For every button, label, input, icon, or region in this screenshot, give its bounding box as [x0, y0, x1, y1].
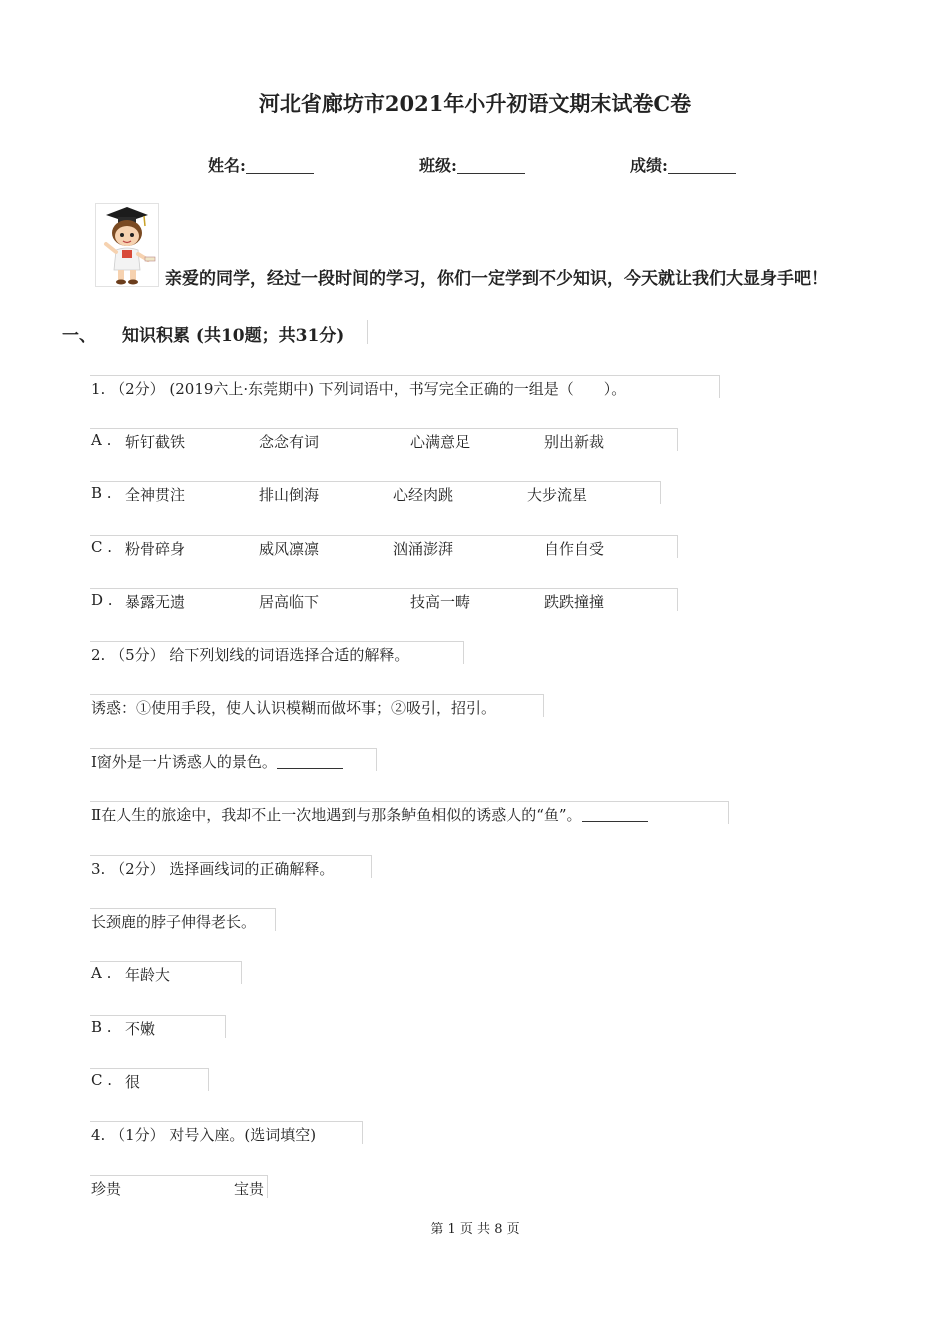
q4-word-option: 珍贵 [91, 1180, 122, 1198]
q2-item2-answer-blank[interactable] [582, 807, 648, 822]
q1-option-c-word: 自作自受 [544, 540, 605, 558]
q1-option-a-word: 心满意足 [410, 433, 471, 451]
score-label: 成绩: [630, 156, 668, 175]
q1-option-b-word: 排山倒海 [259, 486, 320, 504]
q2-item1 [91, 751, 343, 772]
q3-sentence: 长颈鹿的脖子伸得老长。 [91, 913, 257, 931]
page-title: 河北省廊坊市2021年小升初语文期末试卷C卷 [258, 91, 692, 116]
q1-stem: 1. （2分） (2019六上·东莞期中) 下列词语中，书写完全正确的一组是（ ）。 [91, 380, 627, 398]
q3-option-b-text: 不嫩 [125, 1020, 156, 1038]
q1-option-c-word: 粉骨碎身 [125, 540, 186, 558]
q1-option-c-word: 汹涌澎湃 [393, 540, 454, 558]
name-label: 姓名: [208, 156, 246, 175]
name-field [208, 153, 314, 176]
name-blank[interactable] [246, 157, 314, 174]
q2-stem: 2. （5分） 给下列划线的词语选择合适的解释。 [91, 646, 410, 664]
q4-word-option: 宝贵 [234, 1180, 265, 1198]
q2-item1-answer-blank[interactable] [277, 754, 343, 769]
q1-option-a-word: 念念有词 [259, 433, 320, 451]
score-field [630, 153, 736, 176]
q3-option-b-label: B . [91, 1018, 112, 1036]
q1-option-b-label: B . [91, 484, 112, 502]
q1-option-a-word: 斩钉截铁 [125, 433, 186, 451]
greeting-text: 亲爱的同学，经过一段时间的学习，你们一定学到不少知识，今天就让我们大显身手吧！ [165, 269, 828, 289]
q2-item1-text: Ⅰ窗外是一片诱惑人的景色。 [91, 753, 277, 771]
q1-option-d-word: 暴露无遗 [125, 593, 186, 611]
graduate-mascot-image [95, 203, 159, 287]
class-label: 班级: [419, 156, 457, 175]
q1-option-a-label: A . [91, 431, 112, 449]
q1-option-d-word: 技高一畴 [410, 593, 471, 611]
q2-item2-text: Ⅱ在人生的旅途中，我却不止一次地遇到与那条鲈鱼相似的诱惑人的“鱼”。 [91, 806, 582, 824]
section-title: 知识积累 (共10题；共31分) [122, 326, 345, 346]
section-box [96, 320, 368, 344]
q2-item2 [91, 804, 648, 825]
q3-option-a-label: A . [91, 964, 112, 982]
q1-option-d-label: D . [91, 591, 113, 609]
class-field [419, 153, 525, 176]
q3-option-a-text: 年龄大 [125, 966, 171, 984]
q3-option-c-text: 很 [125, 1073, 141, 1091]
q1-option-b-word: 全神贯注 [125, 486, 186, 504]
page-number: 第 1 页 共 8 页 [430, 1222, 520, 1237]
q1-option-b-word: 心经肉跳 [393, 486, 454, 504]
section-number: 一、 [62, 326, 96, 346]
q1-option-a-word: 别出新裁 [544, 433, 605, 451]
q2-definition: 诱惑：①使用手段，使人认识模糊而做坏事；②吸引，招引。 [91, 699, 497, 717]
q3-option-c-label: C . [91, 1071, 113, 1089]
class-blank[interactable] [457, 157, 525, 174]
graduate-mascot-icon [96, 204, 158, 286]
q1-option-c-label: C . [91, 538, 113, 556]
q1-option-d-word: 居高临下 [259, 593, 320, 611]
q4-stem: 4. （1分） 对号入座。(选词填空) [91, 1126, 317, 1144]
q1-option-b-word: 大步流星 [527, 486, 588, 504]
q1-option-c-word: 威风凛凛 [259, 540, 320, 558]
q1-option-d-word: 跌跌撞撞 [544, 593, 605, 611]
score-blank[interactable] [668, 157, 736, 174]
q3-stem: 3. （2分） 选择画线词的正确解释。 [91, 860, 335, 878]
